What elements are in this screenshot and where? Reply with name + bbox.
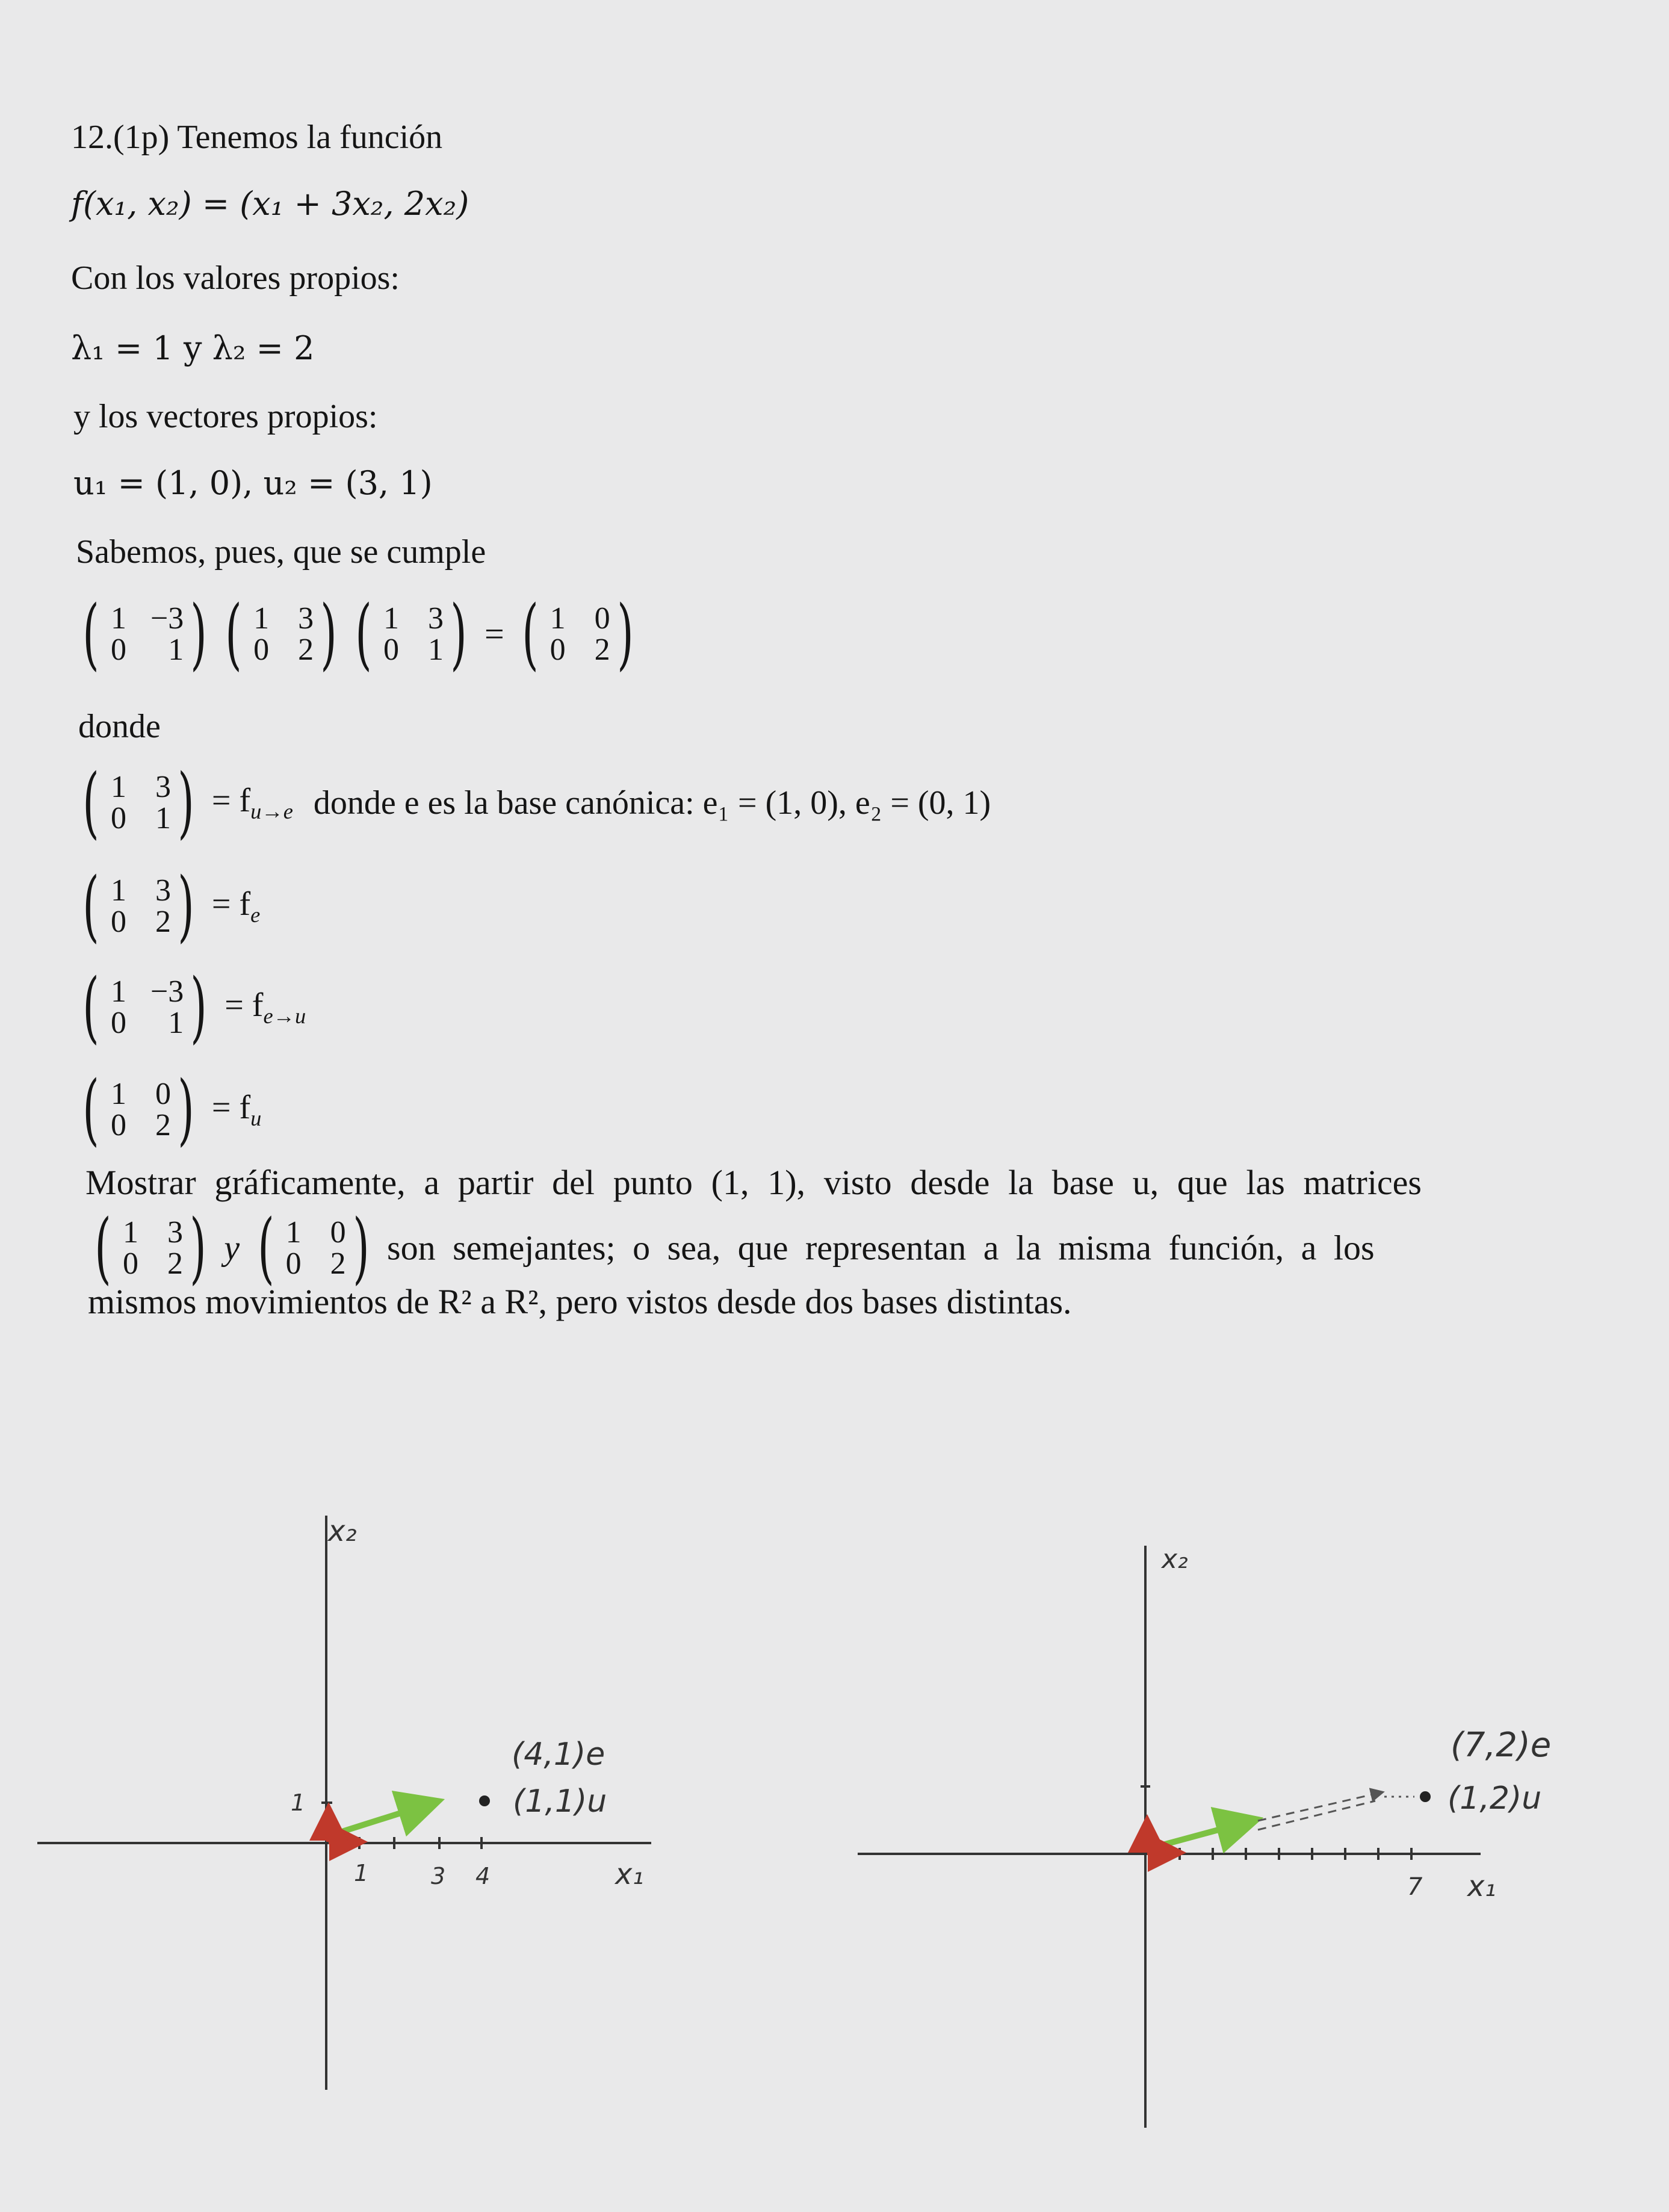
left-y-axis-label: x₂ bbox=[328, 1514, 357, 1548]
right-dashed-arrow-2 bbox=[1258, 1801, 1375, 1830]
left-point-u-label: (1,1)u bbox=[513, 1783, 607, 1820]
right-point-dot bbox=[1420, 1791, 1431, 1802]
right-y-axis-label: x₂ bbox=[1162, 1544, 1188, 1575]
right-x-axis-label: x₁ bbox=[1467, 1870, 1496, 1903]
matrix-m4: ( 1 0 0 2 ) bbox=[521, 589, 634, 679]
eigenvectors-intro: y los vectores propios: bbox=[73, 398, 378, 435]
left-point-e-label: (4,1)e bbox=[512, 1736, 605, 1773]
left-tick-label-x4: 4 bbox=[475, 1863, 491, 1889]
closing-paragraph-line2: ( 1 3 0 2 ) y ( 1 0 0 2 ) son semejantes; o sea, que representan a la misma función, a los bbox=[85, 1210, 1375, 1287]
matrix-m2-copy: ( 1 3 0 2 ) bbox=[82, 861, 194, 951]
f-e-line: ( 1 3 0 2 ) = $f_e$ bbox=[73, 868, 260, 945]
left-tick-label-x3: 3 bbox=[431, 1863, 446, 1889]
function-definition: f(x₁, x₂) = (x₁ + 3x₂, 2x₂) bbox=[71, 185, 469, 223]
matrix-m3: ( 1 3 0 1 ) bbox=[355, 589, 467, 679]
right-dashed-arrow-1 bbox=[1258, 1792, 1381, 1821]
cumple-text: Sabemos, pues, que se cumple bbox=[76, 533, 486, 571]
closing-paragraph-line1: Mostrar gráficamente, a partir del punto (1, 1), visto desde la base u, que las matrices bbox=[85, 1163, 1422, 1202]
matrix-m1: ( 1 −3 0 1 ) bbox=[82, 589, 207, 679]
left-point-dot bbox=[479, 1795, 490, 1806]
matrix-m3-copy: ( 1 3 0 1 ) bbox=[82, 758, 194, 847]
closing-paragraph-line3: mismos movimientos de R² a R², pero vistos desde dos bases distintas. bbox=[88, 1282, 1072, 1321]
right-point-e-label: (7,2)e bbox=[1451, 1726, 1552, 1765]
eigenvectors: u₁ = (1, 0), u₂ = (3, 1) bbox=[73, 464, 433, 502]
matrix-m2: ( 1 3 0 2 ) bbox=[225, 589, 337, 679]
matrix-m4-inline: ( 1 0 0 2 ) bbox=[257, 1203, 370, 1293]
right-green-arrow bbox=[1147, 1821, 1252, 1849]
donde-label: donde bbox=[78, 708, 161, 745]
matrix-m2-inline: ( 1 3 0 2 ) bbox=[94, 1203, 206, 1293]
f-e-to-u-line: ( 1 −3 0 1 ) = $f_{e\to u}$ bbox=[73, 969, 306, 1046]
matrix-m1-copy: ( 1 −3 0 1 ) bbox=[82, 962, 207, 1052]
right-tick-label-x7: 7 bbox=[1407, 1873, 1423, 1901]
left-green-arrow bbox=[329, 1803, 433, 1836]
problem-title: 12.(1p) Tenemos la función bbox=[71, 119, 443, 156]
right-point-u-label: (1,2)u bbox=[1448, 1780, 1542, 1817]
matrix-m4-copy: ( 1 0 0 2 ) bbox=[82, 1065, 194, 1154]
f-u-line: ( 1 0 0 2 ) = $f_u$ bbox=[73, 1071, 261, 1148]
canonical-basis-text: donde e es la base canónica: e₁ = (1, 0), e₂ = (0, 1) bbox=[313, 784, 991, 822]
left-tick-label-x1: 1 bbox=[354, 1860, 369, 1886]
eigenvalues-intro: Con los valores propios: bbox=[71, 259, 400, 297]
right-graph bbox=[858, 1546, 1481, 2128]
left-x-axis-label: x₁ bbox=[615, 1857, 644, 1891]
eigenvalues: λ₁ = 1 y λ₂ = 2 bbox=[71, 329, 315, 367]
f-u-to-e-line: ( 1 3 0 1 ) = $f_{u\to e}$ donde e es la base canónica: e₁ = (1, 0), e₂ = (0, 1) bbox=[73, 764, 991, 841]
equals-sign: = bbox=[484, 614, 504, 654]
left-tick-label-y1: 1 bbox=[291, 1789, 306, 1816]
